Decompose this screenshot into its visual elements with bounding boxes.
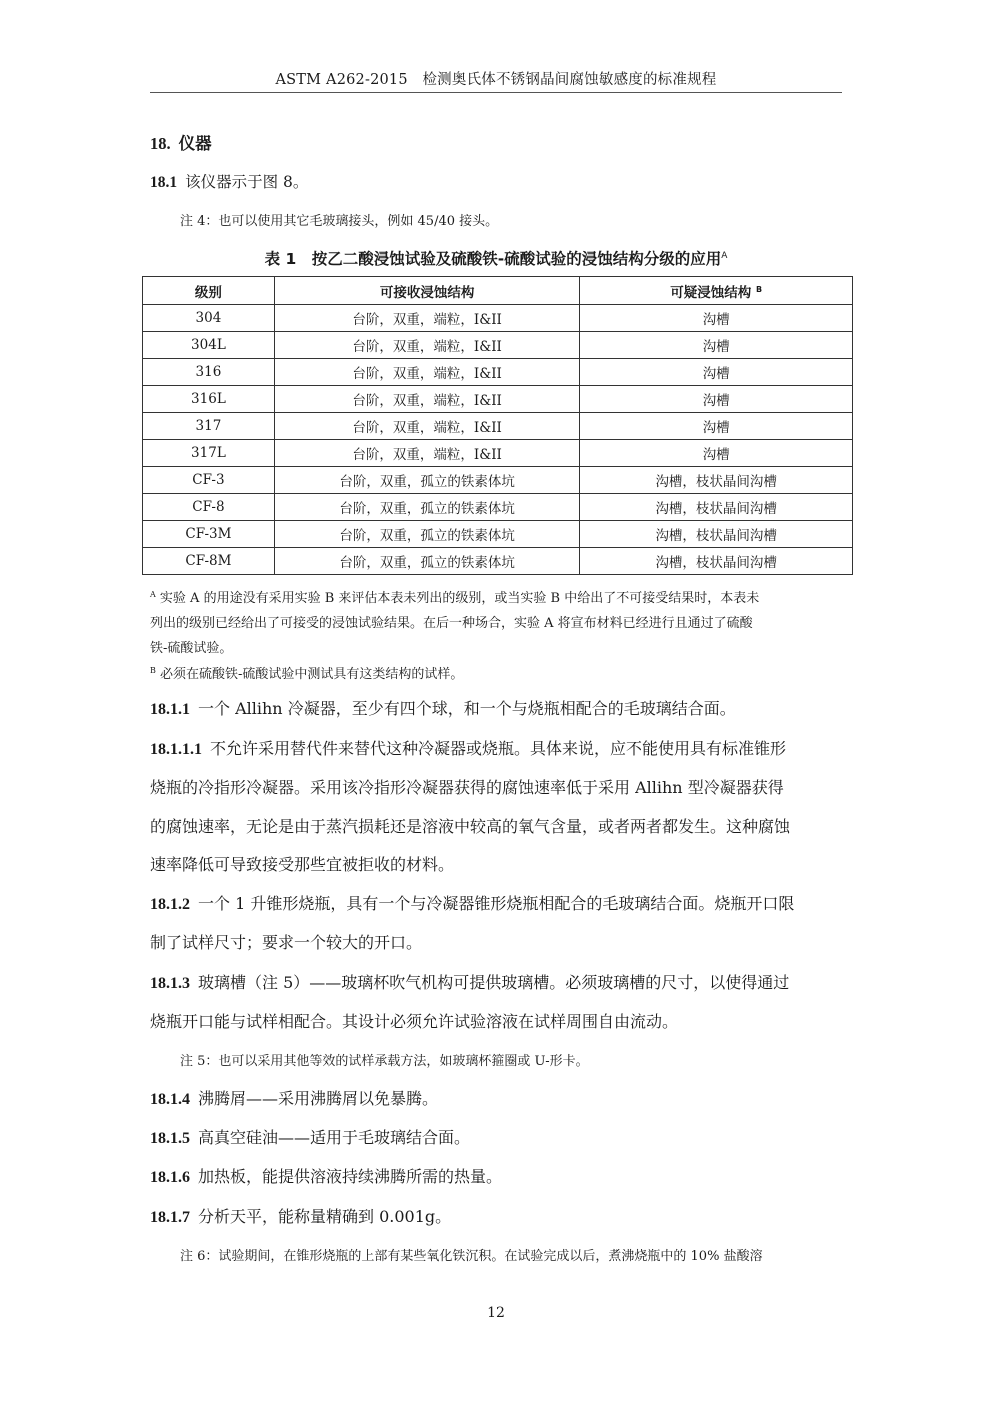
clause-18-1-1 xyxy=(150,696,736,719)
cell-acceptable: 台阶，双重，端粒，I&II xyxy=(274,386,580,413)
table-row xyxy=(143,413,853,440)
cell-suspect: 沟槽 xyxy=(580,413,853,440)
cell-grade: 304L xyxy=(143,332,275,359)
table-caption xyxy=(150,247,842,269)
cell-grade: 304 xyxy=(143,305,275,332)
table-row xyxy=(143,440,853,467)
footnote-a-mark: A xyxy=(150,590,156,599)
cell-acceptable: 台阶，双重，孤立的铁素体坑 xyxy=(274,521,580,548)
note-6: 注 6：试验期间，在锥形烧瓶的上部有某些氧化铁沉积。在试验完成以后，煮沸烧瓶中的 10% 盐酸溶 xyxy=(180,1249,763,1264)
footnote-b-text: 必须在硫酸铁-硫酸试验中测试具有这类结构的试样。 xyxy=(160,667,464,682)
header-suspect xyxy=(580,277,853,305)
clause-text: 加热板，能提供溶液持续沸腾所需的热量。 xyxy=(198,1167,503,1186)
table-row xyxy=(143,548,853,575)
clause-line: 一个 1 升锥形烧瓶，具有一个与冷凝器锥形烧瓶相配合的毛玻璃结合面。烧瓶开口限 xyxy=(198,894,795,913)
cell-grade: 317 xyxy=(143,413,275,440)
clause-line: 烧瓶开口能与试样相配合。其设计必须允许试验溶液在试样周围自由流动。 xyxy=(150,1012,679,1031)
cell-grade: CF-8 xyxy=(143,494,275,521)
table-row xyxy=(143,494,853,521)
cell-grade: CF-3 xyxy=(143,467,275,494)
clause-number: 18.1.3 xyxy=(150,975,190,992)
running-header: ASTM A262-2015 检测奥氏体不锈钢晶间腐蚀敏感度的标准规程 xyxy=(275,72,717,88)
clause-18-1-2 xyxy=(150,891,794,914)
table-footnote-a xyxy=(150,587,759,606)
cell-acceptable: 台阶，双重，孤立的铁素体坑 xyxy=(274,494,580,521)
footnote-a-line: 列出的级别已经给出了可接受的浸蚀试验结果。在后一种场合，实验 A 将宣布材料已经进行且通过了硫酸 xyxy=(150,616,753,631)
cell-suspect: 沟槽，枝状晶间沟槽 xyxy=(580,521,853,548)
clause-18-1-5 xyxy=(150,1125,470,1148)
clause-18-1-3 xyxy=(150,970,789,993)
cell-suspect: 沟槽 xyxy=(580,359,853,386)
clause-line: 速率降低可导致接受那些宜被拒收的材料。 xyxy=(150,855,455,874)
cell-grade: 316 xyxy=(143,359,275,386)
clause-18-1-6 xyxy=(150,1164,502,1187)
clause-number: 18.1.6 xyxy=(150,1169,190,1186)
footnote-a-line: 铁-硫酸试验。 xyxy=(150,641,233,656)
cell-suspect: 沟槽 xyxy=(580,305,853,332)
header-grade: 级别 xyxy=(143,277,275,305)
table-row xyxy=(143,305,853,332)
clause-line: 玻璃槽（注 5）——玻璃杯吹气机构可提供玻璃槽。必须玻璃槽的尺寸，以使得通过 xyxy=(198,973,790,992)
cell-acceptable: 台阶，双重，端粒，I&II xyxy=(274,440,580,467)
footnote-b-mark: B xyxy=(150,666,156,675)
clause-18-1 xyxy=(150,170,308,192)
clause-number: 18.1 xyxy=(150,174,178,191)
note-5: 注 5：也可以采用其他等效的试样承载方法，如玻璃杯箍圈或 U-形卡。 xyxy=(180,1054,589,1069)
clause-18-1-7 xyxy=(150,1204,451,1227)
cell-acceptable: 台阶，双重，端粒，I&II xyxy=(274,359,580,386)
clause-line: 烧瓶的冷指形冷凝器。采用该冷指形冷凝器获得的腐蚀速率低于采用 Allihn 型冷凝器获得 xyxy=(150,778,784,797)
cell-grade: 316L xyxy=(143,386,275,413)
clause-number: 18.1.5 xyxy=(150,1130,190,1147)
table-row xyxy=(143,386,853,413)
clause-text: 分析天平，能称量精确到 0.001g。 xyxy=(198,1207,452,1226)
page-number: 12 xyxy=(487,1305,505,1321)
cell-acceptable: 台阶，双重，端粒，I&II xyxy=(274,413,580,440)
cell-grade: 317L xyxy=(143,440,275,467)
grade-table xyxy=(142,276,853,575)
clause-number: 18.1.1 xyxy=(150,701,190,718)
clause-number: 18.1.2 xyxy=(150,896,190,913)
table-footnote-b xyxy=(150,663,463,682)
clause-18-1-1-1 xyxy=(150,736,786,759)
cell-acceptable: 台阶，双重，孤立的铁素体坑 xyxy=(274,467,580,494)
cell-suspect: 沟槽 xyxy=(580,440,853,467)
clause-line: 制了试样尺寸；要求一个较大的开口。 xyxy=(150,933,423,952)
cell-acceptable: 台阶，双重，端粒，I&II xyxy=(274,332,580,359)
cell-acceptable: 台阶，双重，端粒，I&II xyxy=(274,305,580,332)
table-caption-sup: A xyxy=(721,251,728,261)
table-row xyxy=(143,467,853,494)
clause-18-1-4 xyxy=(150,1086,438,1109)
note-4: 注 4：也可以使用其它毛玻璃接头，例如 45/40 接头。 xyxy=(180,214,499,229)
table-caption-text: 表 1 按乙二酸浸蚀试验及硫酸铁-硫酸试验的浸蚀结构分级的应用 xyxy=(264,250,722,268)
clause-text: 该仪器示于图 8。 xyxy=(185,173,309,191)
clause-text: 沸腾屑——采用沸腾屑以免暴腾。 xyxy=(198,1089,439,1108)
clause-number: 18.1.1.1 xyxy=(150,741,202,758)
cell-suspect: 沟槽 xyxy=(580,386,853,413)
header-acceptable: 可接收浸蚀结构 xyxy=(274,277,580,305)
header-rule xyxy=(150,92,842,93)
cell-acceptable: 台阶，双重，孤立的铁素体坑 xyxy=(274,548,580,575)
table-header-row xyxy=(143,277,853,305)
table-row xyxy=(143,521,853,548)
clause-number: 18.1.4 xyxy=(150,1091,190,1108)
table-row xyxy=(143,359,853,386)
section-heading xyxy=(150,130,212,154)
cell-suspect: 沟槽 xyxy=(580,332,853,359)
footnote-a-line: 实验 A 的用途没有采用实验 B 来评估本表未列出的级别，或当实验 B 中给出了不可接受结果时，本表未 xyxy=(159,591,760,606)
cell-grade: CF-3M xyxy=(143,521,275,548)
header-suspect-text: 可疑浸蚀结构 xyxy=(670,284,752,301)
cell-suspect: 沟槽，枝状晶间沟槽 xyxy=(580,548,853,575)
clause-line: 的腐蚀速率，无论是由于蒸汽损耗还是溶液中较高的氧气含量，或者两者都发生。这种腐蚀 xyxy=(150,817,791,836)
cell-grade: CF-8M xyxy=(143,548,275,575)
clause-text: 高真空硅油——适用于毛玻璃结合面。 xyxy=(198,1128,471,1147)
clause-line: 一个 Allihn 冷凝器，至少有四个球，和一个与烧瓶相配合的毛玻璃结合面。 xyxy=(198,699,736,718)
clause-line: 不允许采用替代件来替代这种冷凝器或烧瓶。具体来说，应不能使用具有标准锥形 xyxy=(210,739,787,758)
table-row xyxy=(143,332,853,359)
cell-suspect: 沟槽，枝状晶间沟槽 xyxy=(580,467,853,494)
section-number: 18. xyxy=(150,134,171,153)
header-suspect-sup: B xyxy=(755,284,763,294)
clause-number: 18.1.7 xyxy=(150,1209,190,1226)
cell-suspect: 沟槽，枝状晶间沟槽 xyxy=(580,494,853,521)
section-title: 仪器 xyxy=(178,134,212,153)
